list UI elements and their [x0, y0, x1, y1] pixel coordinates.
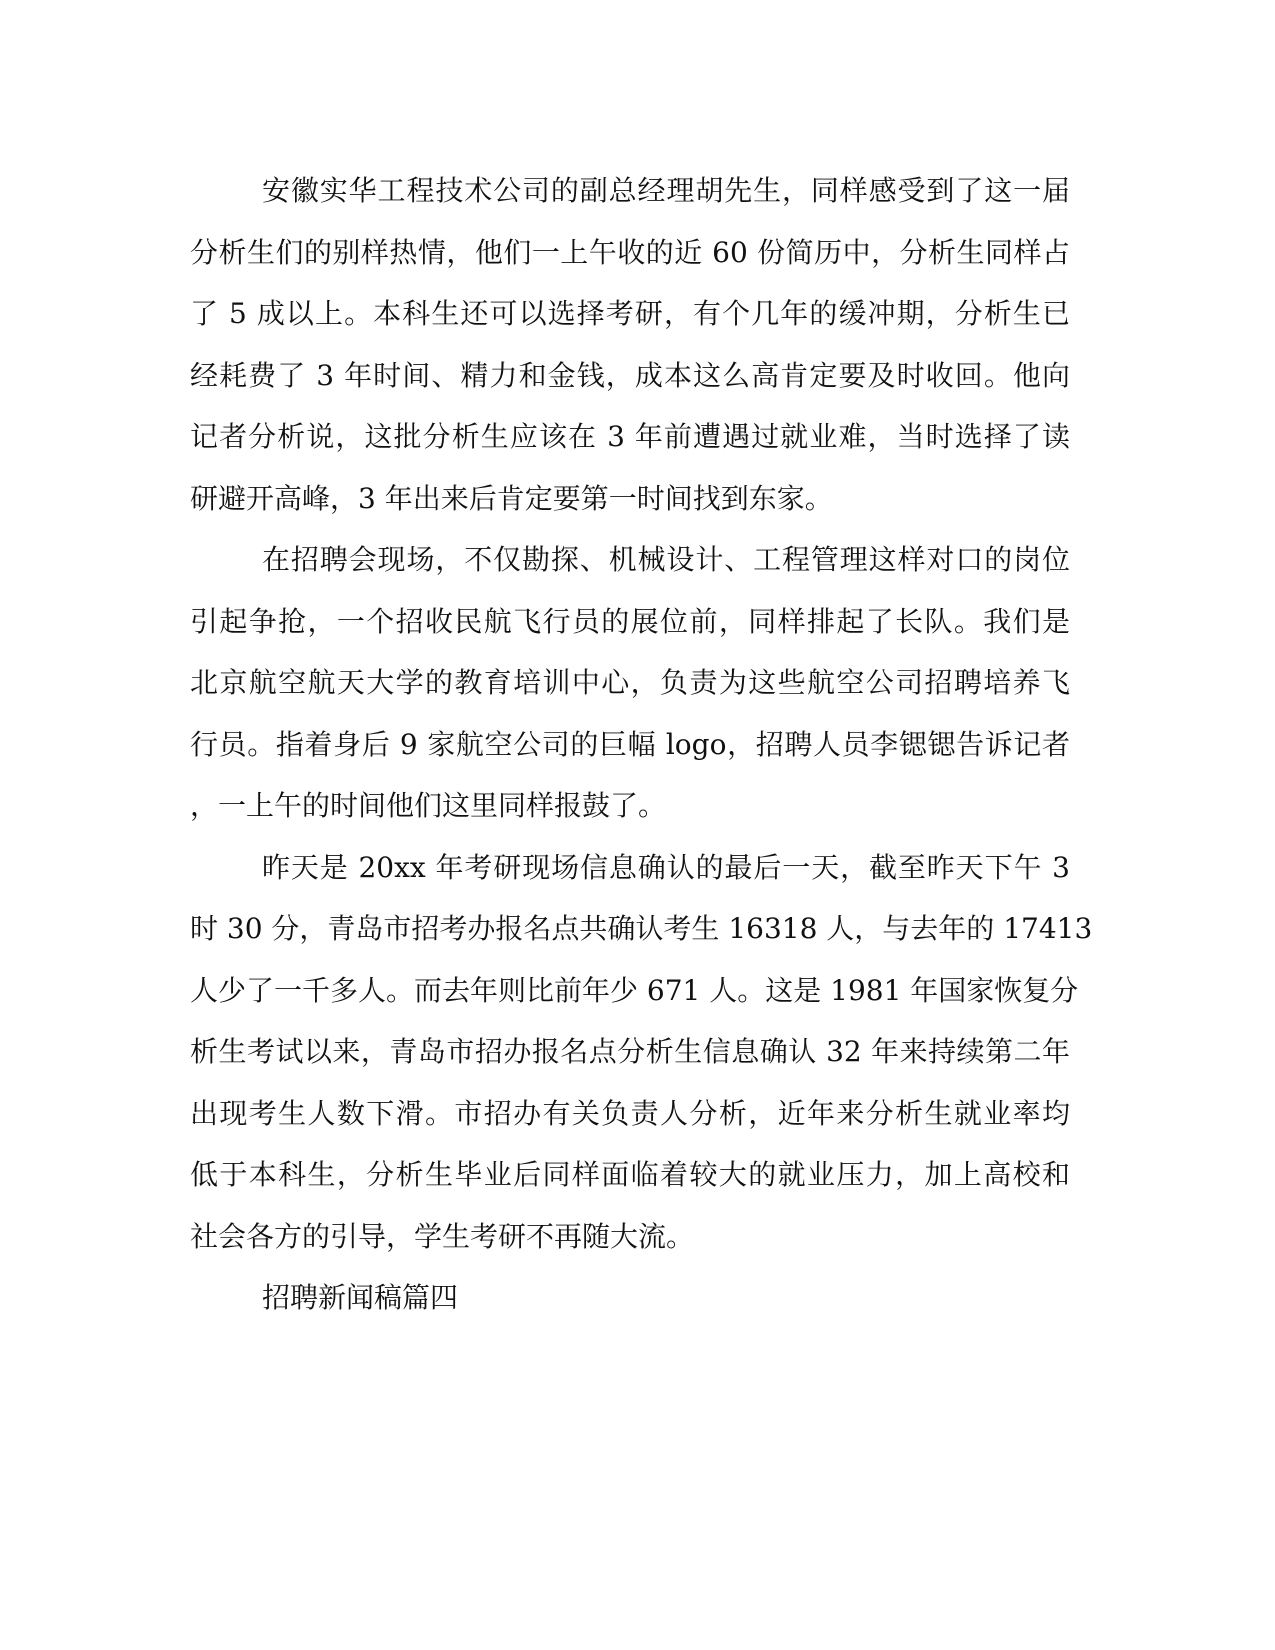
text-line: 时 30 分，青岛市招考办报名点共确认考生 16318 人，与去年的 17413 [190, 912, 1093, 945]
text-line: 引起争抢，一个招收民航飞行员的展位前，同样排起了长队。我们是 [190, 604, 1070, 638]
text-line: 析生考试以来，青岛市招办报名点分析生信息确认 32 年来持续第二年 [190, 1035, 1070, 1068]
text-line: 分析生们的别样热情，他们一上午收的近 60 份简历中，分析生同样占 [190, 235, 1070, 269]
text-line: 出现考生人数下滑。市招办有关负责人分析，近年来分析生就业率均 [190, 1096, 1070, 1130]
heading-line: 招聘新闻稿篇四 [262, 1281, 459, 1314]
text-line: 北京航空航天大学的教育培训中心，负责为这些航空公司招聘培养飞 [190, 666, 1070, 699]
text-line: 记者分析说，这批分析生应该在 3 年前遭遇过就业难，当时选择了读 [190, 420, 1070, 453]
text-line: 研避开高峰，3 年出来后肯定要第一时间找到东家。 [190, 481, 833, 515]
paragraph [190, 529, 1070, 837]
paragraph [190, 837, 1093, 1268]
text-line: 了 5 成以上。本科生还可以选择考研，有个几年的缓冲期，分析生已 [190, 297, 1070, 330]
text-line: ，一上午的时间他们这里同样报鼓了。 [190, 789, 667, 822]
text-line: 在招聘会现场，不仅勘探、机械设计、工程管理这样对口的岗位 [262, 543, 1070, 576]
paragraph [190, 160, 1070, 529]
text-line: 人少了一千多人。而去年则比前年少 671 人。这是 1981 年国家恢复分 [190, 973, 1079, 1007]
text-line: 经耗费了 3 年时间、精力和金钱，成本这么高肯定要及时收回。他向 [190, 358, 1070, 392]
document-body [190, 160, 1093, 1329]
text-line: 社会各方的引导，学生考研不再随大流。 [190, 1219, 695, 1253]
text-line: 安徽实华工程技术公司的副总经理胡先生，同样感受到了这一届 [262, 174, 1070, 207]
section-heading [190, 1267, 1070, 1329]
text-line: 昨天是 20xx 年考研现场信息确认的最后一天，截至昨天下午 3 [262, 850, 1070, 884]
text-line: 行员。指着身后 9 家航空公司的巨幅 logo，招聘人员李锶锶告诉记者 [190, 727, 1070, 761]
text-line: 低于本科生，分析生毕业后同样面临着较大的就业压力，加上高校和 [190, 1158, 1070, 1191]
